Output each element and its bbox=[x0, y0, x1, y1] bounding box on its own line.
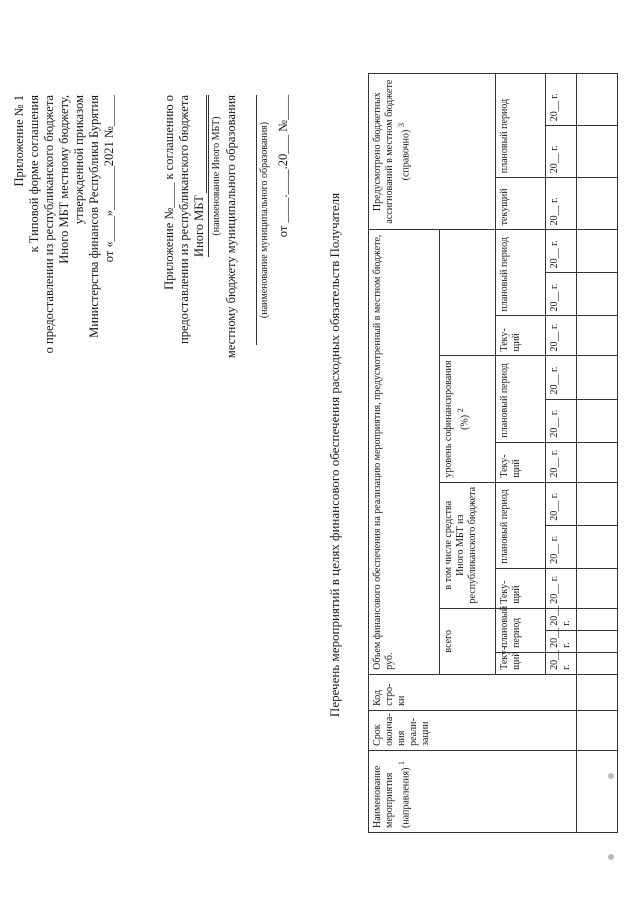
current-cell: Теку-щий bbox=[495, 316, 546, 356]
agreement-line: Приложение №____ к соглашению о bbox=[162, 95, 176, 290]
appendix-line: о предоставлении из республиканского бюджета bbox=[42, 95, 56, 354]
empty-cell bbox=[577, 750, 618, 832]
empty-cell bbox=[577, 442, 618, 482]
year-cell: 20__ г. bbox=[546, 316, 577, 356]
year-cell: 20__ г. bbox=[546, 273, 577, 316]
empty-cell bbox=[577, 273, 618, 316]
empty-cell bbox=[577, 178, 618, 230]
year-cell: 20__ г. bbox=[546, 356, 577, 399]
empty-cell bbox=[577, 399, 618, 442]
header-cell-provided: Предусмотрено бюджетных ассигнований в местном бюджете (справочно) $^3$ bbox=[369, 74, 496, 230]
events-table bbox=[368, 73, 618, 833]
agreement-line: предоставлении из республиканского бюджета bbox=[177, 95, 191, 344]
year-cell: 20__ г. bbox=[546, 399, 577, 442]
year-cell: 20__ г. bbox=[546, 178, 577, 230]
agreement-line: Иного МБТ bbox=[192, 195, 206, 257]
planned-cell: плановый период bbox=[495, 230, 546, 316]
municipality-caption: (наименование муниципального образования) bbox=[256, 95, 272, 345]
fill-in-line bbox=[206, 95, 207, 193]
empty-cell bbox=[577, 482, 618, 525]
year-cell: 20__ г. bbox=[546, 442, 577, 482]
appendix-line: Министерства финансов Республики Бурятия bbox=[87, 95, 101, 338]
planned-cell: плановый период bbox=[495, 74, 546, 178]
year-cell: 20__ г. bbox=[546, 126, 577, 178]
header-row bbox=[369, 74, 440, 833]
current-cell: текущий bbox=[495, 178, 546, 230]
empty-cell bbox=[577, 126, 618, 178]
header-cell-name: Наименование мероприятия (направления) $^1$ bbox=[369, 750, 577, 832]
header-cell-including: в том числе средства Иного МБТ из республиканского бюджета bbox=[439, 482, 495, 608]
appendix-number: Приложение № 1 bbox=[12, 95, 26, 187]
agreement-line: местному бюджету муниципального образования bbox=[224, 95, 238, 359]
document-title: Перечень мероприятий в целях финансового обеспечения расходных обязательств Получателя bbox=[327, 192, 342, 718]
year-cell: 20__ г. bbox=[546, 630, 577, 652]
empty-cell bbox=[577, 230, 618, 273]
mbt-name-caption: (наименование Иного МБТ) bbox=[208, 95, 224, 257]
table-row bbox=[577, 74, 618, 833]
planned-cell: плановый период bbox=[495, 608, 546, 652]
year-cell: 20__ г. bbox=[546, 568, 577, 608]
empty-cell bbox=[577, 652, 618, 674]
year-cell: 20__ г. bbox=[546, 230, 577, 273]
year-cell: 20__ г. bbox=[546, 74, 577, 126]
scan-mark bbox=[608, 773, 614, 779]
empty-cell bbox=[577, 316, 618, 356]
empty-cell bbox=[577, 674, 618, 710]
appendix-date: от «____»_______2021 №_____ bbox=[102, 95, 116, 263]
year-cell: 20__ г. bbox=[546, 608, 577, 630]
header-cell-volume: Объем финансового обеспечения на реализацию мероприятия, предусмотренный в местном бюджете, руб. bbox=[369, 230, 440, 675]
header-cell-code: Код стро-ки bbox=[369, 674, 577, 710]
planned-cell: плановый период bbox=[495, 482, 546, 568]
empty-cell bbox=[577, 356, 618, 399]
current-cell: Теку-щий bbox=[495, 652, 546, 674]
agreement-date: от ____.____.20___ №____ bbox=[276, 95, 290, 238]
empty-cell bbox=[577, 608, 618, 630]
current-cell: Теку-щий bbox=[495, 568, 546, 608]
header-cell-deadline: Срок оконча-ния реали-зации bbox=[369, 710, 577, 750]
empty-cell bbox=[439, 230, 495, 356]
empty-cell bbox=[577, 74, 618, 126]
header-cell-level: уровень софинансирования (%) $^2$ bbox=[439, 356, 495, 482]
header-cell-total: всего bbox=[439, 608, 495, 674]
year-cell: 20__ г. bbox=[546, 525, 577, 568]
empty-cell bbox=[577, 568, 618, 608]
appendix-line: утвержденной приказом bbox=[72, 95, 86, 225]
empty-cell bbox=[577, 710, 618, 750]
current-cell: Теку-щий bbox=[495, 442, 546, 482]
scan-mark bbox=[608, 854, 614, 860]
planned-cell: плановый период bbox=[495, 356, 546, 442]
year-cell: 20__ г. bbox=[546, 652, 577, 674]
year-cell: 20__ г. bbox=[546, 482, 577, 525]
appendix-line: Иного МБТ местному бюджету, bbox=[57, 95, 71, 264]
appendix-line: к Типовой форме соглашения bbox=[27, 95, 41, 253]
empty-cell bbox=[577, 525, 618, 568]
empty-cell bbox=[577, 630, 618, 652]
